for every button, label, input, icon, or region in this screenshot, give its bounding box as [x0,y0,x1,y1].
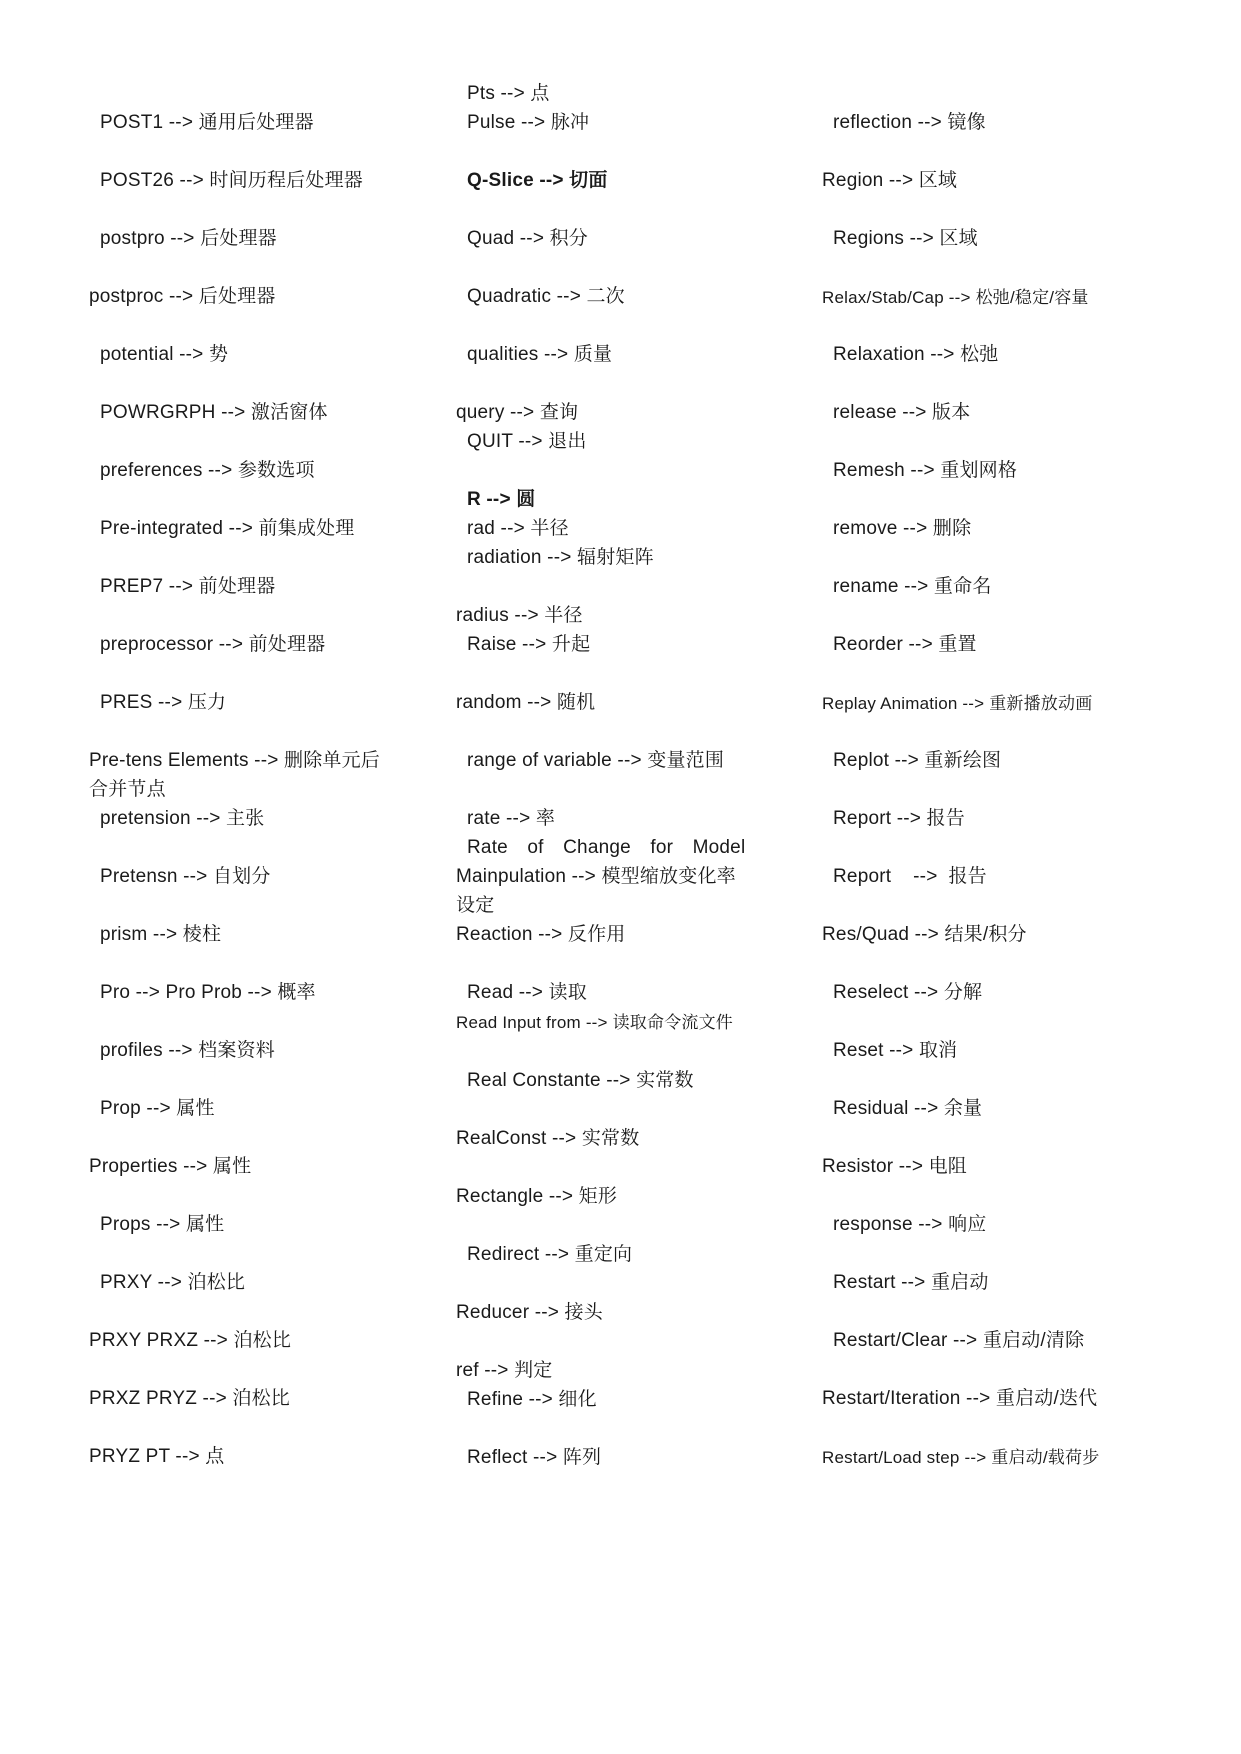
glossary-entry: Quad --> 积分 [467,228,588,249]
glossary-entry: range of variable --> 变量范围 [467,750,725,771]
glossary-entry: postproc --> 后处理器 [89,286,276,307]
glossary-entry: PRYZ PT --> 点 [89,1446,225,1467]
glossary-entry: PRXZ PRYZ --> 泊松比 [89,1388,290,1409]
glossary-entry: Replot --> 重新绘图 [833,750,1002,771]
glossary-entry: prism --> 棱柱 [100,924,222,945]
glossary-entry: Reaction --> 反作用 [456,924,626,945]
glossary-entry: Reorder --> 重置 [833,634,977,655]
glossary-entry: Report --> 报告 [833,866,987,887]
glossary-entry: Regions --> 区域 [833,228,978,249]
glossary-entry: remove --> 删除 [833,518,972,539]
glossary-entry: Real Constante --> 实常数 [467,1070,694,1091]
glossary-entry: Properties --> 属性 [89,1156,252,1177]
glossary-entry: POST1 --> 通用后处理器 [100,112,314,133]
glossary-entry: Raise --> 升起 [467,634,591,655]
glossary-entry: pretension --> 主张 [100,808,265,829]
glossary-entry: Res/Quad --> 结果/积分 [822,924,1027,945]
glossary-entry: response --> 响应 [833,1214,987,1235]
glossary-entry: radiation --> 辐射矩阵 [467,547,654,568]
glossary-entry: reflection --> 镜像 [833,112,986,133]
glossary-entry: Reselect --> 分解 [833,982,983,1003]
glossary-entry: preprocessor --> 前处理器 [100,634,326,655]
glossary-entry: Pretensn --> 自划分 [100,866,271,887]
glossary-entry: Q-Slice --> 切面 [467,170,608,191]
glossary-entry: release --> 版本 [833,402,971,423]
glossary-entry: RealConst --> 实常数 [456,1128,640,1149]
glossary-entry-continuation: Mainpulation --> 模型缩放变化率 [456,866,736,887]
glossary-entry: Remesh --> 重划网格 [833,460,1018,481]
glossary-entry: Read Input from --> 读取命令流文件 [456,1013,733,1032]
glossary-entry: Rate of Change for Model [467,837,746,858]
glossary-entry-continuation: 合并节点 [89,779,166,800]
glossary-entry: potential --> 势 [100,344,229,365]
glossary-entry: Read --> 读取 [467,982,587,1003]
glossary-entry: Pre-integrated --> 前集成处理 [100,518,355,539]
glossary-entry: Reflect --> 阵列 [467,1447,602,1468]
glossary-entry: Restart/Load step --> 重启动/载荷步 [822,1448,1100,1467]
glossary-entry: PRXY --> 泊松比 [100,1272,246,1293]
glossary-entry: Pre-tens Elements --> 删除单元后 [89,750,380,771]
glossary-entry: Pulse --> 脉冲 [467,112,590,133]
glossary-entry: preferences --> 参数选项 [100,460,315,481]
glossary-entry: PRES --> 压力 [100,692,227,713]
glossary-entry: radius --> 半径 [456,605,583,626]
glossary-entry: Relaxation --> 松弛 [833,344,999,365]
glossary-entry: Redirect --> 重定向 [467,1244,633,1265]
glossary-entry: POST26 --> 时间历程后处理器 [100,170,363,191]
glossary-entry: query --> 查询 [456,402,579,423]
glossary-entry: rate --> 率 [467,808,556,829]
glossary-entry: R --> 圆 [467,489,536,510]
glossary-entry: Reducer --> 接头 [456,1302,603,1323]
glossary-entry: Restart/Clear --> 重启动/清除 [833,1330,1085,1351]
glossary-entry: random --> 随机 [456,692,596,713]
glossary-entry: rename --> 重命名 [833,576,992,597]
glossary-entry: Residual --> 余量 [833,1098,983,1119]
glossary-entry: Relax/Stab/Cap --> 松弛/稳定/容量 [822,288,1089,307]
glossary-entry: Rectangle --> 矩形 [456,1186,618,1207]
glossary-entry: profiles --> 档案资料 [100,1040,275,1061]
glossary-entry: Report --> 报告 [833,808,965,829]
glossary-entry: QUIT --> 退出 [467,431,587,452]
glossary-entry: ref --> 判定 [456,1360,553,1381]
glossary-entry: Quadratic --> 二次 [467,286,625,307]
glossary-entry: Replay Animation --> 重新播放动画 [822,694,1093,713]
glossary-entry: PRXY PRXZ --> 泊松比 [89,1330,292,1351]
glossary-entry: PREP7 --> 前处理器 [100,576,276,597]
glossary-entry: Prop --> 属性 [100,1098,215,1119]
glossary-entry: Resistor --> 电阻 [822,1156,967,1177]
glossary-entry: Pts --> 点 [467,83,550,104]
glossary-entry: Props --> 属性 [100,1214,225,1235]
glossary-entry: POWRGRPH --> 激活窗体 [100,402,328,423]
glossary-entry: postpro --> 后处理器 [100,228,277,249]
glossary-entry: Refine --> 细化 [467,1389,597,1410]
glossary-entry: rad --> 半径 [467,518,569,539]
glossary-entry: Restart/Iteration --> 重启动/迭代 [822,1388,1098,1409]
glossary-entry: Pro --> Pro Prob --> 概率 [100,982,316,1003]
glossary-entry: Restart --> 重启动 [833,1272,989,1293]
glossary-entry: Region --> 区域 [822,170,958,191]
glossary-entry: qualities --> 质量 [467,344,613,365]
glossary-entry: Reset --> 取消 [833,1040,958,1061]
glossary-entry-continuation: 设定 [456,895,495,916]
